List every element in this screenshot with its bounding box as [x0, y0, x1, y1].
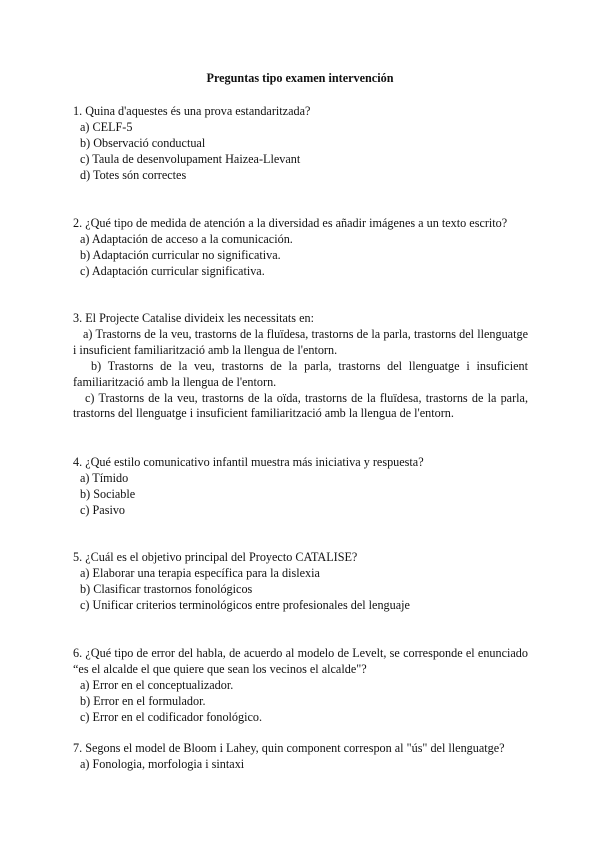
question-7: [73, 741, 528, 773]
option-list: [73, 232, 528, 280]
question-3: [73, 311, 528, 422]
option-list: [73, 120, 528, 184]
option-list: [73, 566, 528, 614]
option-a: a) Error en el conceptualizador.: [80, 677, 234, 692]
question-text: 6. ¿Qué tipo de error del habla, de acuerdo al modelo de Levelt, se corresponde el enunciado “es el alcalde el que quiere que sean los vecinos el alcalde"?: [73, 646, 528, 676]
option-d: d) Totes són correctes: [80, 167, 187, 182]
option-list: [73, 327, 528, 422]
option-a: a) Tímido: [80, 470, 129, 485]
question-5: [73, 550, 528, 614]
question-text: 3. El Projecte Catalise divideix les necessitats en:: [73, 311, 314, 325]
option-c: c) Taula de desenvolupament Haizea-Llevant: [80, 151, 301, 166]
question-1: [73, 104, 528, 184]
option-a: a) Trastorns de la veu, trastorns de la fluïdesa, trastorns de la parla, trastorns del llenguatge i insuficient familiarització amb la llengua de l'entorn.: [73, 326, 528, 357]
option-c: c) Error en el codificador fonológico.: [80, 709, 263, 724]
question-6: [73, 646, 528, 726]
option-b: b) Observació conductual: [80, 135, 206, 150]
option-b: b) Error en el formulador.: [80, 693, 206, 708]
option-list: [73, 678, 528, 726]
option-b: b) Sociable: [80, 486, 136, 501]
question-text: 2. ¿Qué tipo de medida de atención a la diversidad es añadir imágenes a un texto escrito?: [73, 216, 508, 230]
option-b: b) Trastorns de la veu, trastorns de la parla, trastorns del llenguatge i insuficient familiarització amb la llengua de l'entorn.: [73, 358, 528, 389]
question-text: 1. Quina d'aquestes és una prova estandaritzada?: [73, 104, 311, 118]
question-2: [73, 216, 528, 280]
option-b: b) Adaptación curricular no significativa.: [80, 247, 281, 262]
option-c: c) Unificar criterios terminológicos entre profesionales del lenguaje: [80, 597, 410, 612]
question-text: 4. ¿Qué estilo comunicativo infantil muestra más iniciativa y respuesta?: [73, 455, 424, 469]
question-text: 7. Segons el model de Bloom i Lahey, quin component correspon al "ús" del llenguatge?: [73, 741, 505, 755]
option-a: a) Elaborar una terapia específica para la dislexia: [80, 565, 320, 580]
option-a: a) Adaptación de acceso a la comunicación.: [80, 231, 293, 246]
option-c: c) Pasivo: [80, 502, 126, 517]
option-c: c) Trastorns de la veu, trastorns de la oïda, trastorns de la fluïdesa, trastorns de la parla, trastorns del llenguatge i insuficient familiarització amb la llengua de l'entorn.: [73, 390, 528, 421]
option-list: [73, 757, 528, 773]
option-list: [73, 471, 528, 519]
page-title: Preguntas tipo examen intervención: [206, 71, 394, 85]
question-4: [73, 455, 528, 519]
option-a: a) CELF-5: [80, 119, 133, 134]
option-a: a) Fonologia, morfologia i sintaxi: [80, 756, 245, 771]
option-b: b) Clasificar trastornos fonológicos: [80, 581, 253, 596]
option-c: c) Adaptación curricular significativa.: [80, 263, 265, 278]
question-text: 5. ¿Cuál es el objetivo principal del Proyecto CATALISE?: [73, 550, 358, 564]
